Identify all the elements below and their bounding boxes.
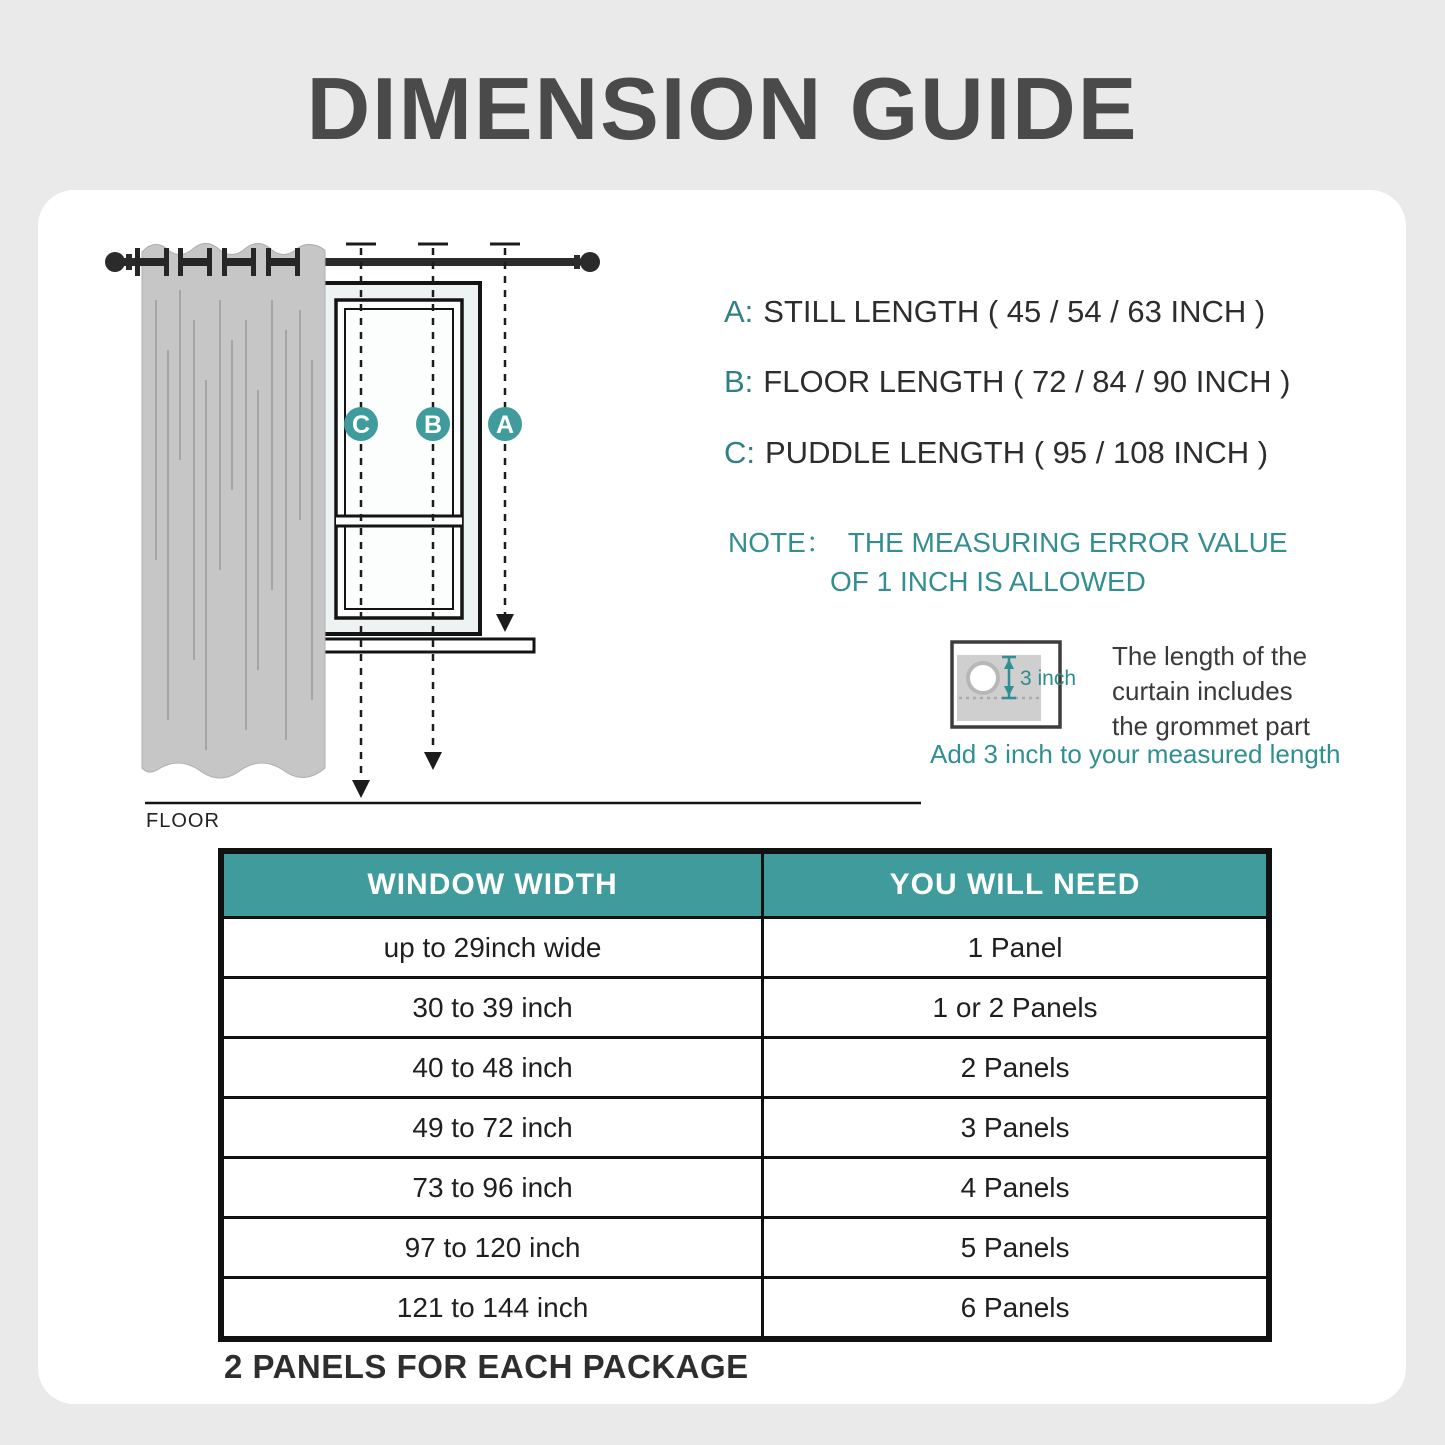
rod-finial-right <box>580 252 600 272</box>
length-option-b-text: FLOOR LENGTH ( 72 / 84 / 90 INCH ) <box>763 364 1291 399</box>
package-note: 2 PANELS FOR EACH PACKAGE <box>224 1348 749 1385</box>
cell-need-1: 1 Panel <box>763 918 1269 978</box>
content-card <box>38 190 1406 1404</box>
length-option-c-letter: C: <box>724 435 755 470</box>
header-you-will-need: YOU WILL NEED <box>763 851 1269 918</box>
cell-need-2: 1 or 2 Panels <box>763 978 1269 1038</box>
panel-size-table <box>218 848 1272 1342</box>
length-option-a <box>724 294 1265 330</box>
length-option-a-text: STILL LENGTH ( 45 / 54 / 63 INCH ) <box>763 294 1266 329</box>
badge-c-letter: C <box>351 411 371 439</box>
grommet-description-line-1: The length of the <box>1112 641 1308 671</box>
cell-need-6: 5 Panels <box>763 1218 1269 1278</box>
page-title: DIMENSION GUIDE <box>306 59 1139 158</box>
cell-need-4: 3 Panels <box>763 1098 1269 1158</box>
window-mullion <box>336 516 462 526</box>
note-label: NOTE： <box>728 527 834 558</box>
cell-need-3: 2 Panels <box>763 1038 1269 1098</box>
grommet-tip: Add 3 inch to your measured length <box>930 739 1341 769</box>
grommet-description <box>1112 639 1310 744</box>
table-row <box>221 1278 1269 1340</box>
length-option-c-text: PUDDLE LENGTH ( 95 / 108 INCH ) <box>765 435 1269 470</box>
cell-width-3: 40 to 48 inch <box>221 1038 763 1098</box>
curtain-panel <box>135 243 325 778</box>
window-frame <box>336 300 462 618</box>
table-row <box>221 1218 1269 1278</box>
length-option-b <box>724 364 1290 400</box>
table-row <box>221 918 1269 978</box>
cell-width-6: 97 to 120 inch <box>221 1218 763 1278</box>
grommet-ring-icon <box>968 663 998 693</box>
window-sill <box>324 639 534 652</box>
grommet-description-line-2: curtain includes <box>1112 676 1293 706</box>
note-line-1 <box>728 521 1288 561</box>
floor-label: FLOOR <box>146 810 220 830</box>
grommet-inset-diagram <box>943 638 1123 738</box>
header-window-width: WINDOW WIDTH <box>221 851 763 918</box>
cell-need-7: 6 Panels <box>763 1278 1269 1340</box>
cell-width-4: 49 to 72 inch <box>221 1098 763 1158</box>
note-line-2: OF 1 INCH IS ALLOWED <box>830 566 1146 597</box>
rod-finial-left <box>105 252 125 272</box>
length-option-b-letter: B: <box>724 364 754 399</box>
note-text-1: THE MEASURING ERROR VALUE <box>847 527 1288 558</box>
grommet-measure-label: 3 inch <box>1020 667 1077 690</box>
cell-width-7: 121 to 144 inch <box>221 1278 763 1340</box>
table-header-row <box>221 851 1269 918</box>
grommet-description-line-3: the grommet part <box>1112 711 1310 741</box>
badge-a-letter: A <box>495 411 515 439</box>
cell-need-5: 4 Panels <box>763 1158 1269 1218</box>
length-option-c <box>724 435 1268 471</box>
table-row <box>221 1038 1269 1098</box>
measure-badges <box>344 407 522 441</box>
table-row <box>221 1158 1269 1218</box>
cell-width-1: up to 29inch wide <box>221 918 763 978</box>
badge-b-letter: B <box>423 411 443 439</box>
length-option-a-letter: A: <box>724 294 754 329</box>
table-row <box>221 978 1269 1038</box>
cell-width-5: 73 to 96 inch <box>221 1158 763 1218</box>
cell-width-2: 30 to 39 inch <box>221 978 763 1038</box>
table-row <box>221 1098 1269 1158</box>
